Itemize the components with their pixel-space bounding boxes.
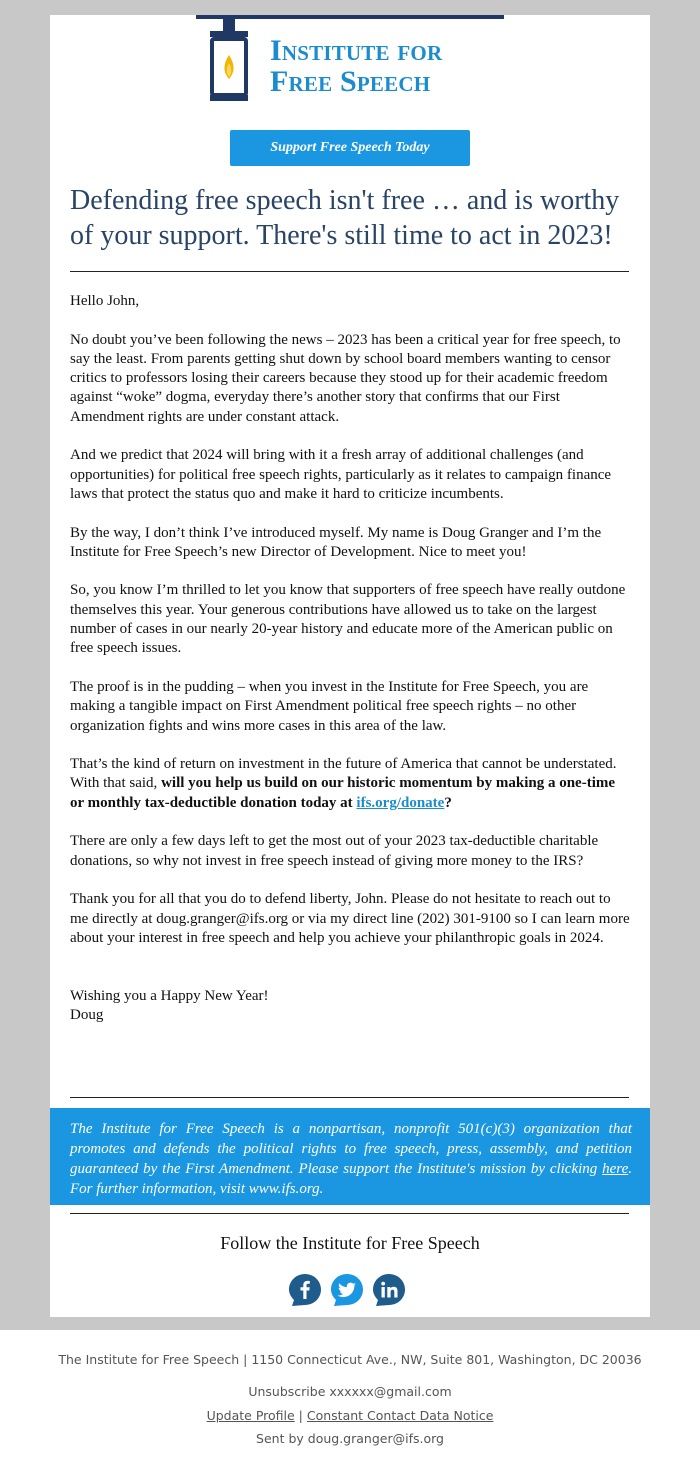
p6-bold-text: will you help us build on our historic momentum by making a one-time or monthly tax-deductible donation today at	[70, 775, 616, 811]
footer-separator: |	[294, 1408, 307, 1423]
paragraph-3: By the way, I don’t think I’ve introduced myself. My name is Doug Granger and I’m the Institute for Free Speech’s new Director of Development. Nice to meet you!	[70, 524, 602, 560]
logo-line-1: Institute for	[270, 34, 443, 67]
headline: Defending free speech isn't free … and is worthy of your support. There's still time to act in 2023!	[70, 185, 620, 251]
mission-text	[70, 1119, 632, 1199]
closing-line: Wishing you a Happy New Year!	[70, 987, 269, 1004]
social-links	[288, 1273, 414, 1309]
footer-address: The Institute for Free Speech | 1150 Connecticut Ave., NW, Suite 801, Washington, DC 20036	[58, 1352, 642, 1367]
facebook-icon[interactable]	[288, 1273, 322, 1307]
lantern-icon	[206, 17, 252, 103]
follow-title: Follow the Institute for Free Speech	[220, 1233, 480, 1253]
divider-bottom	[70, 1097, 629, 1098]
paragraph-6	[70, 755, 632, 813]
footer-links	[0, 1408, 700, 1423]
paragraph-8: Thank you for all that you do to defend liberty, John. Please do not hesitate to reach out to me directly at doug.granger@ifs.org or via my direct line (202) 301-9100 so I can learn more about your interest in free speech and help you achieve your philanthropic goals in 2024.	[70, 891, 630, 946]
paragraph-4: So, you know I’m thrilled to let you know that supporters of free speech have really outdone themselves this year. Your generous contributions have allowed us to take on the largest number of cases in our nearly 20-year history and educate more of the American public on free speech issues.	[70, 582, 626, 657]
closing	[70, 987, 632, 1026]
support-button[interactable]: Support Free Speech Today	[230, 130, 470, 166]
greeting: Hello John,	[70, 293, 140, 309]
divider-top	[70, 271, 629, 272]
mission-here-link[interactable]: here	[602, 1161, 629, 1177]
twitter-icon[interactable]	[330, 1273, 364, 1307]
signature: Doug	[70, 1006, 104, 1023]
letter-body	[70, 292, 632, 1025]
logo-line-2: Free Speech	[270, 65, 431, 98]
paragraph-5: The proof is in the pudding – when you invest in the Institute for Free Speech, you are making a tangible impact on First Amendment political free speech rights – no other organization fights and wins more cases in this area of the law.	[70, 678, 589, 734]
mission-text-after: . For further information, visit www.ifs.org.	[70, 1161, 632, 1197]
paragraph-2: And we predict that 2024 will bring with it a fresh array of additional challenges (and opportunities) for political free speech rights, particularly as it relates to campaign finance laws that protect the status quo and make it hard to criticize incumbents.	[70, 447, 612, 502]
divider-follow	[70, 1213, 629, 1214]
paragraph-1: No doubt you’ve been following the news – 2023 has been a critical year for free speech, to say the least. From parents getting shut down by school board members wanting to censor critics to professors losing their careers because they stood up for their academic freedom against “woke” dogma, everyday there’s another story that confirms that our First Amendment rights are under constant attack.	[70, 331, 621, 425]
update-profile-link[interactable]: Update Profile	[206, 1408, 295, 1423]
email-card	[50, 15, 650, 1317]
data-notice-link[interactable]: Constant Contact Data Notice	[306, 1408, 494, 1423]
mission-banner	[50, 1108, 650, 1205]
linkedin-icon[interactable]	[372, 1273, 406, 1307]
ifs-logo[interactable]	[196, 15, 506, 115]
email-footer	[0, 1330, 700, 1484]
paragraph-7: There are only a few days left to get the most out of your 2023 tax-deductible charitable donations, so why not invest in free speech instead of giving more money to the IRS?	[70, 833, 599, 869]
sent-by: Sent by doug.granger@ifs.org	[256, 1431, 444, 1446]
mission-text-before: The Institute for Free Speech is a nonpartisan, nonprofit 501(c)(3) organization that promotes and defends the political rights to free speech, press, assembly, and petition guaranteed by the First Amendment. Please support the Institute's mission by clicking	[70, 1121, 632, 1177]
unsubscribe-link[interactable]: Unsubscribe xxxxxx@gmail.com	[248, 1384, 452, 1399]
p6-end: ?	[444, 794, 452, 811]
donate-link[interactable]: ifs.org/donate	[356, 794, 445, 811]
logo-wordmark	[270, 35, 506, 97]
p6-plain: That’s the kind of return on investment in the future of America that cannot be understated. With that said,	[70, 756, 617, 792]
